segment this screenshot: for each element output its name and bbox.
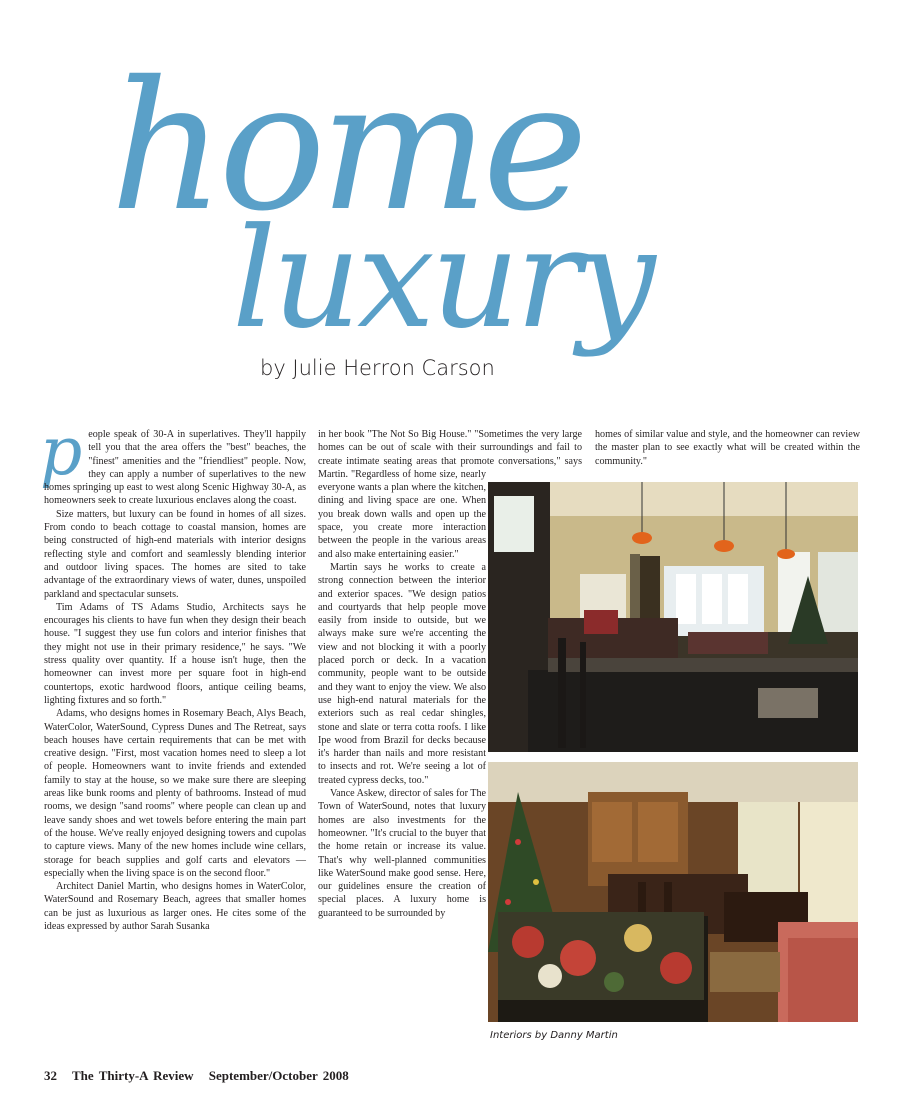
living-room-photo [488, 762, 858, 1022]
article-paragraph: people speak of 30-A in superlatives. They'll happily tell you that the area offers the "best" beaches, the "finest" amenities and the "friendliest" people. Now, they can apply a number of superlatives to the new homes springing up east to west along Scenic Highway 30-A, as homeowners seek to create luxurious enclaves along the coast. [40, 413, 306, 507]
article-paragraph: Adams, who designs homes in Rosemary Beach, Alys Beach, WaterColor, WaterSound, Cypress Dunes and The Retreat, says beach houses have certain requirements that can be met with creative design. "First, most vacation homes need to sleep a lot of people. Homeowners want to invite friends and extended family to stay at the house, so we make sure there are sleeping areas like bunk rooms and plenty of bathrooms. Instead of mud rooms, we design "sand rooms" where people can clean up and leave sandy shoes and wet towels before entering the main part of the house. We've really enjoyed designing towers and cupolas to capture views. Many of the new homes include wine cellars, storage for beach supplies and golf carts and elevators — especially when the living space is on the second floor." [44, 708, 306, 879]
publication-name: The Thirty-A Review [72, 1068, 194, 1083]
article-paragraph: homes of similar value and style, and the homeowner can review the master plan to see exactly what will be created within the community." [595, 429, 860, 467]
article-paragraph: Vance Askew, director of sales for The Town of WaterSound, notes that luxury homes are also investments for the homeowner. "It's crucial to the buyer that the home retain or increase its value. That's why well-planned communities like WaterSound make good sense. Here, our guidelines ensure the creation of special places. A luxury home is guaranteed to be surrounded by [318, 788, 486, 919]
article-paragraph: Tim Adams of TS Adams Studio, Architects says he encourages his clients to have fun when they design their beach house. "I suggest they use fun colors and interior finishes that they might not use in their primary residence," he says. "We stress quality over quantity. If a house isn't huge, then the homeowner can invest more per square foot in high-end countertops, exotic hardwood floors, antique ceiling beams, lighting fixtures and so forth." [44, 601, 306, 706]
kitchen-photo [488, 482, 858, 752]
article-paragraph: Martin says he works to create a strong connection between the interior and exterior spaces. "We design patios and courtyards that help people move easily from inside to outside, but we always make sure we're accenting the view and not blocking it with a poorly placed porch or deck. In a vacation community, people want to be outside and they want to enjoy the view. We also use high-end natural materials for the exteriors such as real cedar shingles, stone and slate or terra cotta roofs. I like Ipe wood from Brazil for decks because it's harder than nails and more resistant to insects and rot. We're seeing a lot of treated cypress decks, too." [318, 561, 486, 786]
living-room-photo-image [488, 762, 858, 1022]
title-home: home [110, 43, 582, 250]
article-paragraph: Architect Daniel Martin, who designs homes in WaterColor, WaterSound and Rosemary Beach, agrees that smaller homes can be just as luxurious as larger ones. He cites some of the ideas expressed by author Sarah Susanka [44, 881, 306, 932]
title-luxury: luxury [232, 198, 652, 359]
issue-date: September/October 2008 [208, 1068, 349, 1083]
article-column-3 [595, 428, 860, 468]
page-number: 32 [44, 1068, 57, 1083]
article-paragraph: in her book "The Not So Big House." "Sometimes the very large homes can be out of scale with their surroundings and fail to create intimate seating areas that promote conversations," says Martin. "Regardless of home size, nearly everyone wants a plan where the kitchen, dining and living space are one. When you break down walls and open up the space, you create more interaction between the people in the various areas and also make entertaining easier." [318, 429, 582, 560]
kitchen-photo-image [488, 482, 858, 752]
article-column-1 [40, 413, 306, 933]
byline: by Julie Herron Carson [260, 356, 495, 380]
article-paragraph: Size matters, but luxury can be found in homes of all sizes. From condo to beach cottage to coastal mansion, homes are being constructed of high-end materials with interior designs reflecting style and comfort and seamlessly blending interior and outdoor living spaces. The homes are sited to take advantage of the extraordinary views of water, dunes, unspoiled parkland and spectacular sunsets. [44, 508, 306, 600]
drop-cap: p [40, 413, 83, 490]
page-footer [44, 1068, 359, 1084]
photo-caption: Interiors by Danny Martin [490, 1030, 618, 1041]
